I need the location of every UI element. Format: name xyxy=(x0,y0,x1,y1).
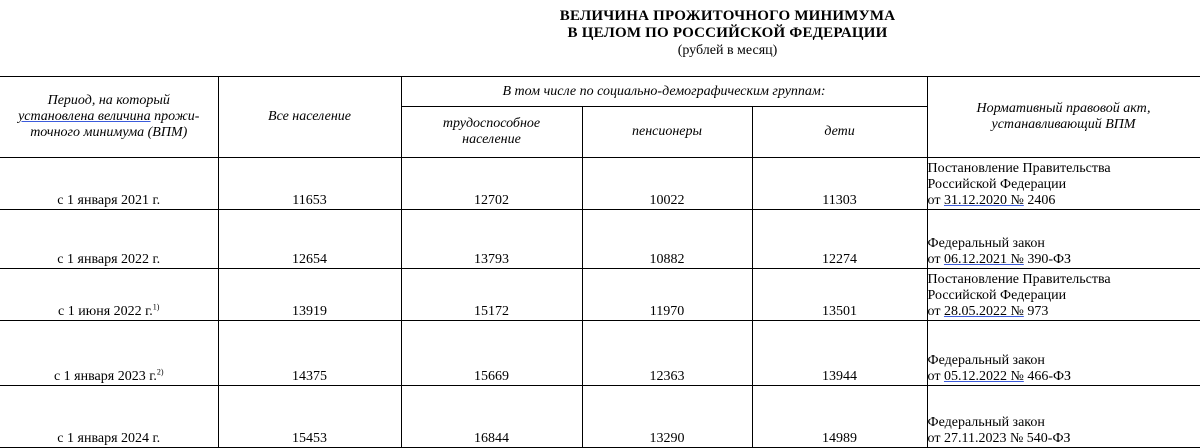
header-period-line1: Период, на который xyxy=(47,93,170,108)
act-line-2: Российской Федерации xyxy=(927,288,1067,303)
header-groups-caption: В том числе по социально-демографическим группам: xyxy=(401,77,927,107)
cell-legal-act xyxy=(927,269,1200,321)
table-row xyxy=(0,210,1200,269)
cell-period: с 1 января 2024 г. xyxy=(0,386,218,448)
header-period xyxy=(0,77,218,158)
cell-period: с 1 января 2022 г. xyxy=(0,210,218,269)
cell-period: с 1 июня 2022 г.$^{1)}$ xyxy=(0,269,218,321)
header-period-line3: точного минимума (ВПМ) xyxy=(30,125,188,140)
act-date-link[interactable]: 05.12.2022 № xyxy=(943,369,1024,384)
table-row xyxy=(0,386,1200,448)
header-legal-act xyxy=(927,77,1200,158)
subsistence-minimum-table xyxy=(0,76,1200,448)
act-line-2: Федеральный закон xyxy=(927,415,1045,430)
header-pensioners: пенсионеры xyxy=(582,107,752,158)
cell-working-age: 16844 xyxy=(401,386,582,448)
cell-period: с 1 января 2021 г. xyxy=(0,158,218,210)
header-legal-act-line2: устанавливающий ВПМ xyxy=(991,117,1136,132)
act-line-3: от 31.12.2020 № 2406 xyxy=(927,193,1056,208)
title-line-1: ВЕЛИЧИНА ПРОЖИТОЧНОГО МИНИМУМА xyxy=(559,8,896,24)
cell-all-population: 15453 xyxy=(218,386,401,448)
cell-legal-act xyxy=(927,321,1200,386)
cell-children: 11303 xyxy=(752,158,927,210)
cell-period: с 1 января 2023 г.$^{2)}$ xyxy=(0,321,218,386)
act-line-2: Федеральный закон xyxy=(927,353,1045,368)
cell-legal-act xyxy=(927,210,1200,269)
header-period-underlined: установлена величина xyxy=(18,109,151,124)
footnote-marker: 2) xyxy=(156,367,164,377)
cell-children: 12274 xyxy=(752,210,927,269)
cell-all-population: 13919 xyxy=(218,269,401,321)
act-date-link[interactable]: 31.12.2020 № xyxy=(943,193,1024,208)
cell-pensioners: 11970 xyxy=(582,269,752,321)
cell-pensioners: 10882 xyxy=(582,210,752,269)
cell-working-age: 15172 xyxy=(401,269,582,321)
cell-working-age: 13793 xyxy=(401,210,582,269)
act-line-1: Постановление Правительства xyxy=(927,272,1111,287)
table-row xyxy=(0,321,1200,386)
cell-all-population: 11653 xyxy=(218,158,401,210)
table-row xyxy=(0,269,1200,321)
header-children: дети xyxy=(752,107,927,158)
act-line-1: Постановление Правительства xyxy=(927,161,1111,176)
document-title xyxy=(0,8,1200,60)
cell-pensioners: 12363 xyxy=(582,321,752,386)
act-line-3: от 27.11.2023 № 540-ФЗ xyxy=(927,431,1071,446)
act-line-2: Федеральный закон xyxy=(927,236,1045,251)
act-line-3: от 06.12.2021 № 390-ФЗ xyxy=(927,252,1072,267)
cell-children: 13501 xyxy=(752,269,927,321)
cell-children: 13944 xyxy=(752,321,927,386)
header-period-line2-rest: прожи- xyxy=(150,109,200,124)
cell-pensioners: 10022 xyxy=(582,158,752,210)
act-line-3: от 05.12.2022 № 466-ФЗ xyxy=(927,369,1072,384)
table-row xyxy=(0,158,1200,210)
cell-pensioners: 13290 xyxy=(582,386,752,448)
title-line-2: В ЦЕЛОМ ПО РОССИЙСКОЙ ФЕДЕРАЦИИ xyxy=(567,25,888,41)
header-all-population: Все население xyxy=(218,77,401,158)
units-subtitle: (рублей в месяц) xyxy=(677,43,778,58)
cell-working-age: 15669 xyxy=(401,321,582,386)
cell-legal-act xyxy=(927,386,1200,448)
act-line-3: от 28.05.2022 № 973 xyxy=(927,304,1049,319)
cell-all-population: 12654 xyxy=(218,210,401,269)
header-working-age: трудоспособное население xyxy=(401,107,582,158)
footnote-marker: 1) xyxy=(152,302,160,312)
cell-working-age: 12702 xyxy=(401,158,582,210)
cell-all-population: 14375 xyxy=(218,321,401,386)
act-date-link[interactable]: 06.12.2021 № xyxy=(943,252,1024,267)
header-legal-act-line1: Нормативный правовой акт, xyxy=(976,101,1151,116)
act-line-2: Российской Федерации xyxy=(927,177,1067,192)
act-date-link[interactable]: 28.05.2022 № xyxy=(943,304,1024,319)
cell-legal-act xyxy=(927,158,1200,210)
cell-children: 14989 xyxy=(752,386,927,448)
